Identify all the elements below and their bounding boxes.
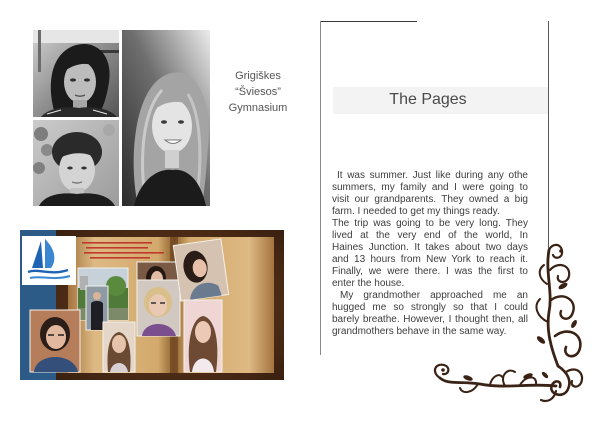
page-border-left <box>320 21 321 355</box>
school-name-line-1: Grigiškes <box>235 70 281 82</box>
collage-photo-girl-long-hair <box>103 322 135 372</box>
photo-collage <box>20 230 284 380</box>
page-title: The Pages <box>389 91 467 108</box>
page-border-right <box>548 21 549 253</box>
story-line: It was summer. Just like during any othe <box>337 170 528 181</box>
story-line: enter the house. <box>332 278 405 289</box>
school-name-line-2: “Šviesos” <box>235 86 281 98</box>
collage-photo-girl-glasses <box>30 310 80 372</box>
corner-ornament-icon <box>420 238 590 406</box>
collage-photo-girl-lying <box>173 239 228 301</box>
portrait-photo-girl-long-hair <box>122 30 210 206</box>
story-line: The trip was going to be very long. They <box>332 218 528 229</box>
portrait-photo-boy <box>33 120 119 206</box>
school-logo-icon <box>22 236 76 285</box>
collage-photo-woman-glasses <box>137 280 180 336</box>
ornament-horizontal-stem <box>440 378 556 386</box>
story-line: Haines Junction. It takes about two days <box>332 242 528 253</box>
story-line: barely breathe. However, I thought then, all <box>332 314 528 325</box>
story-line: farm. I needed to get my things ready. <box>332 206 500 217</box>
school-name-line-3: Gymnasium <box>228 102 288 114</box>
collage-photo-girl-brown-hair <box>184 300 222 372</box>
story-line: Finally, we were there. I was the first to <box>332 266 528 277</box>
story-line: lived at the very end of the world, In <box>332 230 528 241</box>
story-line: My grandmother approached me an <box>340 290 528 301</box>
page-border-top <box>320 21 417 22</box>
story-line: grandmothers behave in the same way. <box>332 326 507 337</box>
story-line: visit our grandparents. They owned a big <box>332 194 528 205</box>
portrait-photo-girl-short-hair <box>33 30 119 117</box>
story-line: and 13 hours from New York to reach it. <box>332 254 528 265</box>
story-line: summers, my family and I were going to <box>332 182 528 193</box>
school-name <box>216 68 300 116</box>
story-line: hugged me so strongly so that I could <box>332 302 528 313</box>
